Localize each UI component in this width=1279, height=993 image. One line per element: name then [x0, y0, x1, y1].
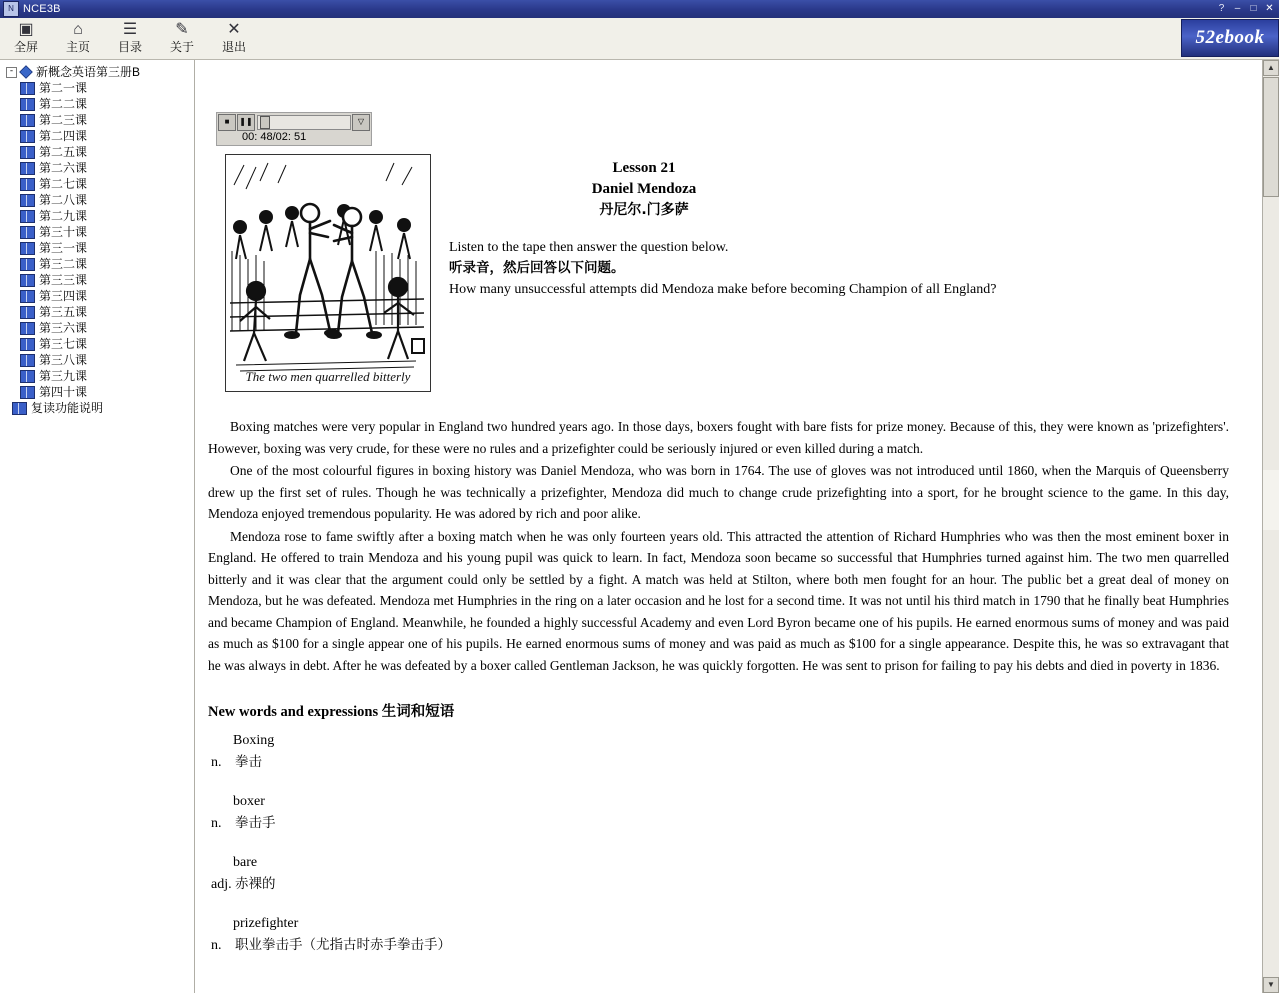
- brand-logo: 52ebook: [1181, 19, 1279, 57]
- vocabulary-entry: [211, 792, 1229, 835]
- seek-thumb[interactable]: [260, 116, 270, 129]
- part-of-speech: n.: [211, 755, 222, 770]
- book-icon: [20, 386, 35, 399]
- vocabulary-entry: [211, 731, 1229, 774]
- lesson-number: Lesson 21: [612, 160, 676, 176]
- vocabulary-heading: [208, 700, 1229, 721]
- sidebar-item-lesson-27[interactable]: [0, 176, 194, 192]
- definition-cn: 赤裸的: [235, 876, 276, 892]
- part-of-speech: n.: [211, 938, 222, 953]
- vocabulary-definition: [211, 934, 1229, 957]
- vocabulary-list: [211, 731, 1229, 957]
- book-icon: [20, 98, 35, 111]
- book-icon: [20, 130, 35, 143]
- book-icon: [20, 370, 35, 383]
- sidebar-item-label: 第二二课: [39, 97, 88, 111]
- sidebar-item-lesson-22[interactable]: [0, 96, 194, 112]
- vocabulary-entry: [211, 853, 1229, 896]
- tree-root-label: 新概念英语第三册B: [36, 65, 141, 79]
- toolbar-button-fullscreen[interactable]: [0, 18, 52, 54]
- definition-cn: 职业拳击手（尤指古时赤手拳击手）: [235, 937, 451, 953]
- lesson-title-block: [449, 154, 1247, 300]
- sidebar-item-lesson-33[interactable]: [0, 272, 194, 288]
- part-of-speech: n.: [211, 816, 222, 831]
- pause-button[interactable]: ❚❚: [237, 114, 255, 131]
- title-bar: [0, 0, 1279, 18]
- toolbar-label-contents: 目录: [117, 40, 142, 54]
- stop-button[interactable]: ■: [218, 114, 236, 131]
- book-icon: [20, 242, 35, 255]
- vocabulary-definition: [211, 873, 1229, 896]
- book-icon: [20, 146, 35, 159]
- vertical-scrollbar[interactable]: [1262, 60, 1279, 993]
- book-icon: [20, 82, 35, 95]
- paragraph: Boxing matches were very popular in England two hundred years ago. In those days, boxers fought with bare fists for prize money. Because of this, they were known as 'prizefighters'. However, boxing was very crude, for these were no rules and a prizefighter could be seriously injured or even killed during a match.: [208, 419, 1229, 456]
- vocabulary-entry: [211, 914, 1229, 957]
- book-icon: [20, 274, 35, 287]
- lesson-title-en: Daniel Mendoza: [591, 181, 697, 197]
- playback-time: 00: 48/02: 51: [218, 130, 370, 144]
- sidebar-item-lesson-23[interactable]: [0, 112, 194, 128]
- sidebar-item-lesson-25[interactable]: [0, 144, 194, 160]
- sidebar-item-lesson-38[interactable]: [0, 352, 194, 368]
- audio-player[interactable]: [216, 112, 372, 146]
- close-icon: ✕: [227, 21, 241, 38]
- book-icon: [20, 178, 35, 191]
- sidebar-item-lesson-40[interactable]: [0, 384, 194, 400]
- scrollbar-track[interactable]: [1263, 470, 1279, 530]
- window-title: NCE3B: [23, 3, 61, 15]
- window-controls: [1214, 2, 1279, 16]
- sidebar-item-label: 第二一课: [39, 81, 88, 95]
- sidebar-item-label: 第二五课: [39, 145, 88, 159]
- sidebar-item-lesson-34[interactable]: [0, 288, 194, 304]
- sidebar-item-repeat-help[interactable]: [0, 400, 194, 416]
- sidebar-item-label: 第二三课: [39, 113, 88, 127]
- about-icon: ✎: [175, 21, 189, 38]
- maximize-button[interactable]: □: [1250, 3, 1257, 14]
- toolbar-button-home[interactable]: [52, 18, 104, 54]
- collapse-icon[interactable]: -: [6, 67, 17, 78]
- app-icon: N: [3, 1, 19, 17]
- lesson-title-cn: 丹尼尔.门多萨: [599, 202, 689, 218]
- scroll-up-button[interactable]: ▲: [1263, 60, 1279, 76]
- vocabulary-word: prizefighter: [233, 916, 299, 931]
- sidebar-item-lesson-36[interactable]: [0, 320, 194, 336]
- vocabulary-word: bare: [233, 855, 258, 870]
- home-icon: ⌂: [73, 21, 83, 38]
- chevron-down-icon[interactable]: ▽: [352, 114, 370, 131]
- toolbar-button-exit[interactable]: [208, 18, 260, 54]
- toolbar-label-about: 关于: [169, 40, 194, 54]
- sidebar-item-label: 第三五课: [39, 305, 88, 319]
- toolbar-button-contents[interactable]: [104, 18, 156, 54]
- lesson-instruction-block: [449, 237, 1247, 300]
- book-icon: [20, 258, 35, 271]
- lesson-tree: [0, 60, 194, 416]
- sidebar-item-label: 第四十课: [39, 385, 88, 399]
- book-icon: [20, 114, 35, 127]
- close-button[interactable]: ✕: [1265, 3, 1274, 14]
- book-icon: [20, 290, 35, 303]
- book-icon: [20, 306, 35, 319]
- sidebar-item-lesson-28[interactable]: [0, 192, 194, 208]
- illustration-caption: The two men quarrelled bitterly: [245, 369, 411, 384]
- sidebar-item-label: 第二六课: [39, 161, 88, 175]
- toolbar-label-exit: 退出: [221, 40, 246, 54]
- tree-root-node[interactable]: [0, 64, 194, 80]
- sidebar-item-lesson-30[interactable]: [0, 224, 194, 240]
- book-icon: [20, 354, 35, 367]
- book-icon: [20, 162, 35, 175]
- minimize-button[interactable]: –: [1234, 3, 1241, 14]
- vocabulary-word: Boxing: [233, 733, 275, 748]
- definition-cn: 拳击手: [235, 815, 276, 831]
- sidebar-item-label: 第二八课: [39, 193, 88, 207]
- sidebar-item-label: 第二七课: [39, 177, 88, 191]
- sidebar-item-lesson-29[interactable]: [0, 208, 194, 224]
- sidebar-item-lesson-31[interactable]: [0, 240, 194, 256]
- illustration-drawing: [226, 155, 428, 389]
- paragraph: Mendoza rose to fame swiftly after a boxing match when he was only fourteen years old. This attracted the attention of Richard Humphries who was then the most eminent boxer in England. He offered to train Mendoza and his young pupil was quick to learn. In fact, Mendoza soon became so successful that Humphries turned against him. The two men quarrelled bitterly and it was clear that the argument could only be settled by a fight. A match was held at Stilton, where both men fought for an hour. The public bet a great deal of money on Mendoza, but he was defeated. Mendoza met Humphries in the ring on a later occasion and he lost for a second time. It was not until his third match in 1790 that he finally beat Humphries and became Champion of England. Meanwhile, he founded a highly successful Academy and even Lord Byron became one of his pupils. He earned enormous sums of money and was paid as much as $100 for a single appear one of his pupils. He earned enormous sums of money and was paid as much as $100 for a single appearance. Despite this, he was so extravagant that he was always in debt. After he was defeated by a boxer called Gentleman Jackson, he was quickly forgotten. He was sent to prison for failing to pay his debts and died in poverty in 1836.: [208, 528, 1229, 673]
- sidebar-item-label: 复读功能说明: [31, 401, 104, 415]
- sidebar-item-lesson-24[interactable]: [0, 128, 194, 144]
- sidebar-item-label: 第三四课: [39, 289, 88, 303]
- lesson-body: [203, 416, 1247, 957]
- book-icon: [20, 338, 35, 351]
- toolbar: [0, 18, 1279, 60]
- sidebar-item-label: 第二四课: [39, 129, 88, 143]
- sidebar-item-lesson-26[interactable]: [0, 160, 194, 176]
- scroll-down-button[interactable]: ▼: [1263, 977, 1279, 993]
- help-button[interactable]: ?: [1218, 3, 1225, 14]
- book-icon: [20, 210, 35, 223]
- sidebar-item-lesson-37[interactable]: [0, 336, 194, 352]
- sidebar-item-lesson-21[interactable]: [0, 80, 194, 96]
- sidebar-item-label: 第三七课: [39, 337, 88, 351]
- sidebar-item-label: 第三十课: [39, 225, 88, 239]
- vocabulary-definition: [211, 751, 1229, 774]
- paragraph: One of the most colourful figures in boxing history was Daniel Mendoza, who was born in 1764. The use of gloves was not introduced until 1860, when the Marquis of Queensberry drew up the first set of rules. Though he was technically a prizefighter, Mendoza did much to change crude prizefighting into a sport, for he brought science to the game. In this day, Mendoza enjoyed tremendous popularity. He was adored by rich and poor alike.: [208, 463, 1229, 521]
- toolbar-button-about[interactable]: [156, 18, 208, 54]
- sidebar-item-lesson-39[interactable]: [0, 368, 194, 384]
- seek-slider[interactable]: [257, 115, 351, 130]
- lesson-header-block: [203, 154, 1247, 406]
- book-icon: [12, 402, 27, 415]
- book-root-icon: [19, 65, 33, 79]
- part-of-speech: adj.: [211, 877, 232, 892]
- vocabulary-definition: [211, 812, 1229, 835]
- sidebar-item-lesson-35[interactable]: [0, 304, 194, 320]
- lesson-question: How many unsuccessful attempts did Mendoza make before becoming Champion of all England?: [449, 282, 997, 297]
- vocabulary-word: boxer: [233, 794, 265, 809]
- book-icon: [20, 226, 35, 239]
- toolbar-label-fullscreen: 全屏: [13, 40, 38, 54]
- fullscreen-icon: ▣: [18, 21, 34, 38]
- sidebar-item-label: 第三八课: [39, 353, 88, 367]
- lesson-content-pane: [195, 60, 1263, 993]
- contents-icon: ☰: [122, 21, 138, 38]
- vocabulary-heading-en: New words and expressions: [208, 704, 382, 720]
- sidebar-item-label: 第三一课: [39, 241, 88, 255]
- sidebar-item-label: 第三六课: [39, 321, 88, 335]
- sidebar-tree-panel[interactable]: [0, 60, 195, 993]
- sidebar-item-label: 第三二课: [39, 257, 88, 271]
- sidebar-item-label: 第三九课: [39, 369, 88, 383]
- sidebar-item-lesson-32[interactable]: [0, 256, 194, 272]
- sidebar-item-label: 第二九课: [39, 209, 88, 223]
- sidebar-item-label: 第三三课: [39, 273, 88, 287]
- book-icon: [20, 322, 35, 335]
- lesson-illustration: [225, 154, 431, 392]
- vocabulary-heading-cn: 生词和短语: [381, 704, 455, 720]
- instruction-en: Listen to the tape then answer the question below.: [449, 240, 729, 255]
- toolbar-label-home: 主页: [65, 40, 90, 54]
- scrollbar-thumb[interactable]: [1263, 77, 1279, 197]
- book-icon: [20, 194, 35, 207]
- definition-cn: 拳击: [235, 754, 262, 770]
- instruction-cn: 听录音，然后回答以下问题。: [449, 260, 625, 276]
